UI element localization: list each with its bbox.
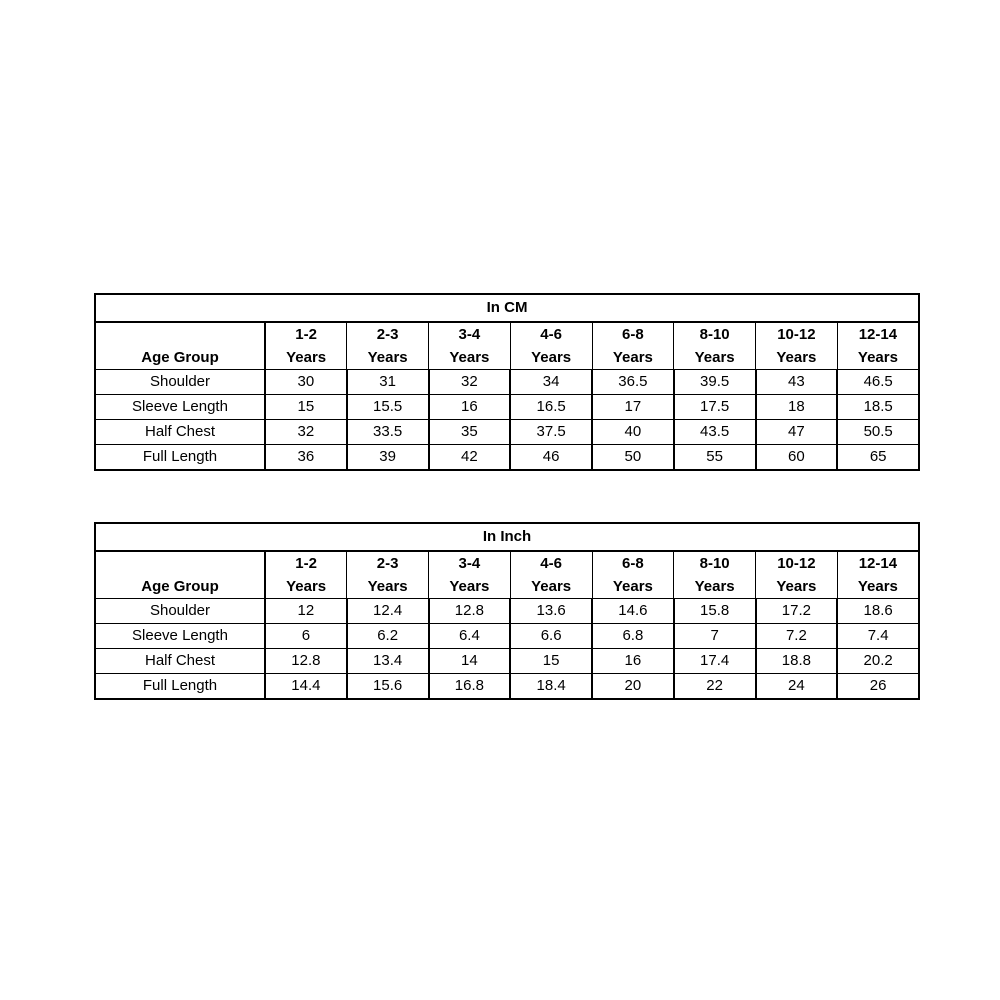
- age-column-header: [837, 322, 919, 370]
- measurement-value: 32: [429, 370, 511, 395]
- measurement-value: 35: [429, 420, 511, 445]
- measurement-value: 13.4: [347, 649, 429, 674]
- measurement-value: 6.8: [592, 624, 674, 649]
- measurement-value: 65: [837, 445, 919, 471]
- measurement-value: 16.8: [429, 674, 511, 700]
- measurement-value: 6: [265, 624, 347, 649]
- age-range: 1-2: [295, 555, 317, 572]
- measurement-value: 12.4: [347, 599, 429, 624]
- measurement-value: 30: [265, 370, 347, 395]
- age-unit: Years: [857, 349, 898, 366]
- age-range: 2-3: [376, 555, 399, 572]
- measurement-value: 12.8: [429, 599, 511, 624]
- age-unit: Years: [776, 578, 817, 595]
- table-row: [95, 649, 919, 674]
- measurement-label: Sleeve Length: [95, 624, 265, 649]
- measurement-value: 6.2: [347, 624, 429, 649]
- table-row: [95, 445, 919, 471]
- size-chart-inch-table: [94, 522, 920, 700]
- table-row: [95, 599, 919, 624]
- age-column-header: [265, 322, 347, 370]
- age-range: 4-6: [540, 555, 562, 572]
- header-row: [95, 322, 919, 370]
- age-column-header: [674, 551, 756, 599]
- age-group-header: Age Group: [95, 551, 265, 599]
- table-row: [95, 420, 919, 445]
- table-row: [95, 395, 919, 420]
- age-group-header: Age Group: [95, 322, 265, 370]
- measurement-value: 14.6: [592, 599, 674, 624]
- measurement-value: 31: [347, 370, 429, 395]
- age-column-header: [347, 551, 429, 599]
- age-unit: Years: [286, 578, 327, 595]
- measurement-value: 7: [674, 624, 756, 649]
- age-range: 4-6: [540, 326, 562, 343]
- measurement-value: 55: [674, 445, 756, 471]
- age-column-header: [837, 551, 919, 599]
- age-range: 3-4: [458, 326, 481, 343]
- measurement-value: 46.5: [837, 370, 919, 395]
- age-unit: Years: [367, 578, 408, 595]
- measurement-value: 36.5: [592, 370, 674, 395]
- measurement-value: 7.4: [837, 624, 919, 649]
- age-range: 12-14: [858, 555, 898, 572]
- age-range: 10-12: [777, 555, 816, 572]
- age-unit: Years: [531, 349, 572, 366]
- age-range: 6-8: [622, 555, 644, 572]
- measurement-value: 6.6: [510, 624, 592, 649]
- measurement-value: 15.6: [347, 674, 429, 700]
- measurement-value: 12: [265, 599, 347, 624]
- measurement-value: 15.8: [674, 599, 756, 624]
- age-range: 2-3: [376, 326, 399, 343]
- measurement-value: 50.5: [837, 420, 919, 445]
- size-chart-cm-table: [94, 293, 920, 471]
- age-unit: Years: [776, 349, 817, 366]
- measurement-value: 20.2: [837, 649, 919, 674]
- age-unit: Years: [612, 349, 653, 366]
- measurement-value: 42: [429, 445, 511, 471]
- measurement-value: 22: [674, 674, 756, 700]
- measurement-value: 18.6: [837, 599, 919, 624]
- age-unit: Years: [694, 578, 735, 595]
- measurement-value: 18: [756, 395, 838, 420]
- table-row: [95, 370, 919, 395]
- table-row: [95, 674, 919, 700]
- measurement-value: 26: [837, 674, 919, 700]
- measurement-value: 17.4: [674, 649, 756, 674]
- measurement-value: 43: [756, 370, 838, 395]
- age-unit: Years: [449, 578, 490, 595]
- age-column-header: [510, 551, 592, 599]
- measurement-value: 16: [592, 649, 674, 674]
- measurement-value: 46: [510, 445, 592, 471]
- table-title: In Inch: [95, 523, 919, 551]
- measurement-value: 17.5: [674, 395, 756, 420]
- measurement-value: 7.2: [756, 624, 838, 649]
- age-range: 12-14: [858, 326, 898, 343]
- measurement-value: 24: [756, 674, 838, 700]
- age-column-header: [510, 322, 592, 370]
- table-row: [95, 624, 919, 649]
- age-column-header: [756, 551, 838, 599]
- measurement-value: 18.5: [837, 395, 919, 420]
- age-unit: Years: [857, 578, 898, 595]
- measurement-value: 13.6: [510, 599, 592, 624]
- measurement-value: 50: [592, 445, 674, 471]
- age-unit: Years: [367, 349, 408, 366]
- measurement-value: 60: [756, 445, 838, 471]
- measurement-value: 12.8: [265, 649, 347, 674]
- measurement-label: Full Length: [95, 674, 265, 700]
- measurement-value: 39: [347, 445, 429, 471]
- table-title-row: [95, 523, 919, 551]
- age-range: 1-2: [295, 326, 317, 343]
- measurement-value: 32: [265, 420, 347, 445]
- measurement-value: 16.5: [510, 395, 592, 420]
- measurement-value: 16: [429, 395, 511, 420]
- measurement-value: 43.5: [674, 420, 756, 445]
- measurement-label: Sleeve Length: [95, 395, 265, 420]
- measurement-label: Shoulder: [95, 370, 265, 395]
- age-range: 8-10: [699, 326, 730, 343]
- table-title-row: [95, 294, 919, 322]
- age-range: 8-10: [699, 555, 730, 572]
- measurement-value: 18.8: [756, 649, 838, 674]
- age-column-header: [347, 322, 429, 370]
- measurement-value: 6.4: [429, 624, 511, 649]
- measurement-value: 15.5: [347, 395, 429, 420]
- age-column-header: [429, 322, 511, 370]
- measurement-value: 14.4: [265, 674, 347, 700]
- measurement-value: 36: [265, 445, 347, 471]
- measurement-value: 18.4: [510, 674, 592, 700]
- age-column-header: [674, 322, 756, 370]
- measurement-label: Full Length: [95, 445, 265, 471]
- measurement-label: Half Chest: [95, 420, 265, 445]
- measurement-value: 34: [510, 370, 592, 395]
- age-column-header: [592, 551, 674, 599]
- age-unit: Years: [286, 349, 327, 366]
- measurement-value: 17: [592, 395, 674, 420]
- measurement-value: 20: [592, 674, 674, 700]
- measurement-value: 14: [429, 649, 511, 674]
- measurement-value: 15: [265, 395, 347, 420]
- measurement-label: Shoulder: [95, 599, 265, 624]
- measurement-value: 37.5: [510, 420, 592, 445]
- header-row: [95, 551, 919, 599]
- age-range: 10-12: [777, 326, 816, 343]
- age-unit: Years: [612, 578, 653, 595]
- age-unit: Years: [449, 349, 490, 366]
- measurement-label: Half Chest: [95, 649, 265, 674]
- age-column-header: [429, 551, 511, 599]
- age-range: 3-4: [458, 555, 481, 572]
- age-column-header: [592, 322, 674, 370]
- measurement-value: 40: [592, 420, 674, 445]
- measurement-value: 33.5: [347, 420, 429, 445]
- age-column-header: [756, 322, 838, 370]
- measurement-value: 15: [510, 649, 592, 674]
- age-column-header: [265, 551, 347, 599]
- measurement-value: 17.2: [756, 599, 838, 624]
- age-unit: Years: [531, 578, 572, 595]
- age-range: 6-8: [622, 326, 644, 343]
- age-unit: Years: [694, 349, 735, 366]
- measurement-value: 47: [756, 420, 838, 445]
- measurement-value: 39.5: [674, 370, 756, 395]
- table-title: In CM: [95, 294, 919, 322]
